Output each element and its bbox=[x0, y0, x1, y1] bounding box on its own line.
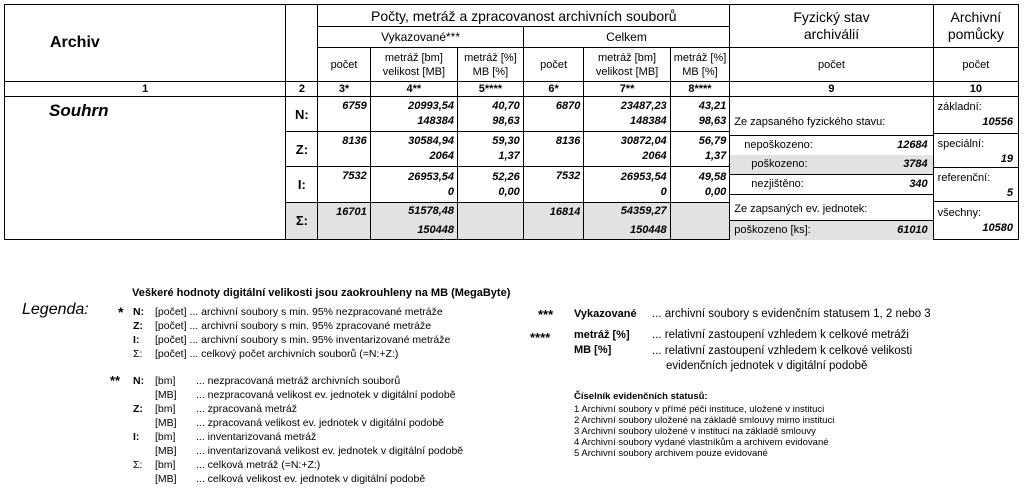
legend-code: N: bbox=[133, 375, 145, 387]
legend-unit: [bm] bbox=[155, 375, 176, 387]
col-number: 1 bbox=[5, 82, 286, 97]
all-label: všechny: bbox=[937, 207, 982, 219]
col-count: počet bbox=[933, 48, 1018, 82]
value-cell: 16701 bbox=[318, 202, 370, 239]
legend-item: ... celková metráž (=N:+Z:) bbox=[196, 459, 321, 471]
value-cell: 20993,54 148384 bbox=[370, 97, 457, 132]
value-cell: 26953,54 0 bbox=[370, 167, 457, 202]
legend-item: ... zpracovaná velikost ev. jednotek v digitální podobě bbox=[196, 417, 444, 429]
col-number: 2 bbox=[286, 82, 318, 97]
col-percent: metráž [%] MB [%] bbox=[458, 48, 524, 82]
legend-unit: [MB] bbox=[155, 445, 177, 457]
status-item: 1 Archivní soubory v přímé péči instituce, uložené v instituci bbox=[574, 404, 825, 415]
physical-state-header: Fyzický stav archiválií bbox=[730, 5, 933, 48]
legend-code: Z: bbox=[133, 403, 143, 415]
status-item: 3 Archivní soubory uložené v instituci na základě smlouvy bbox=[574, 426, 816, 437]
legend-item: ... relativní zastoupení vzhledem k celkové velikosti bbox=[652, 345, 913, 357]
legend-item: [počet] ... archivní soubory s min. 95% nezpracované metráže bbox=[155, 306, 443, 318]
col-number: 5**** bbox=[458, 82, 524, 97]
value-cell: 43,21 98,63 bbox=[670, 97, 730, 132]
status-item: 2 Archivní soubory uložené na základě smlouvy mimo instituci bbox=[574, 415, 835, 426]
col-number: 10 bbox=[933, 82, 1018, 97]
value-cell: 30872,04 2064 bbox=[584, 132, 670, 167]
star-marker: *** bbox=[538, 307, 554, 322]
all-value: 10580 bbox=[982, 222, 1013, 234]
value-cell: 6870 bbox=[523, 97, 584, 132]
legend-unit: [bm] bbox=[155, 431, 176, 443]
finding-aids-header: Archivní pomůcky bbox=[933, 5, 1018, 48]
basic-label: základní: bbox=[937, 101, 982, 113]
legend-unit: [MB] bbox=[155, 417, 177, 429]
value-cell: 16814 bbox=[523, 202, 584, 239]
legend-item: ... nezpracovaná metráž archivních souborů bbox=[196, 375, 401, 387]
legend-item: ... inventarizovaná metráž bbox=[196, 431, 317, 443]
archive-name: Souhrn bbox=[5, 97, 286, 240]
value-cell: 59,30 1,37 bbox=[458, 132, 524, 167]
archiv-header: Archiv bbox=[5, 5, 286, 82]
legend-item: ... zpracovaná metráž bbox=[196, 403, 297, 415]
status-item: 5 Archivní soubory archivem pouze evidované bbox=[574, 448, 768, 459]
physical-state-title: Ze zapsaného fyzického stavu: bbox=[734, 116, 886, 128]
col-number: 8**** bbox=[670, 82, 730, 97]
legend-label: metráž [%] bbox=[574, 329, 630, 341]
col-number: 7** bbox=[584, 82, 670, 97]
value-cell: 30584,94 2064 bbox=[370, 132, 457, 167]
legend-unit: [MB] bbox=[155, 389, 177, 401]
row-code: I: bbox=[286, 167, 318, 202]
reported-header: Vykazované*** bbox=[318, 27, 523, 48]
legend-item: [počet] ... archivní soubory s min. 95% inventarizované metráže bbox=[155, 334, 451, 346]
col-count: počet bbox=[730, 48, 933, 82]
legend-code: Σ: bbox=[133, 459, 143, 471]
legend-item: [počet] ... celkový počet archivních souborů (=N:+Z:) bbox=[155, 348, 399, 360]
col-number: 9 bbox=[730, 82, 933, 97]
legend-code: N: bbox=[133, 306, 145, 318]
archive-summary-table bbox=[4, 4, 1019, 240]
basic-value: 10556 bbox=[982, 116, 1013, 128]
value-cell: 8136 bbox=[523, 132, 584, 167]
col-number: 3* bbox=[318, 82, 370, 97]
value-cell: 49,58 0,00 bbox=[670, 167, 730, 202]
col-meterage: metráž [bm] velikost [MB] bbox=[370, 48, 457, 82]
damaged-units-row: poškozeno [ks]: 61010 bbox=[730, 220, 932, 240]
table-row bbox=[5, 97, 1019, 132]
col-count: počet bbox=[318, 48, 370, 82]
value-cell: 52,26 0,00 bbox=[458, 167, 524, 202]
status-title: Číselník evidenčních statusů: bbox=[574, 391, 708, 402]
legend-item: ... inventarizovaná velikost ev. jednotek v digitální podobě bbox=[196, 445, 464, 457]
value-cell: 40,70 98,63 bbox=[458, 97, 524, 132]
reference-label: referenční: bbox=[937, 172, 991, 184]
col-percent: metráž [%] MB [%] bbox=[670, 48, 730, 82]
star-marker: **** bbox=[530, 330, 551, 345]
status-item: 4 Archivní soubory vydané vlastníkům a archivem evidované bbox=[574, 437, 829, 448]
value-cell: 51578,48 150448 bbox=[370, 202, 457, 239]
undamaged-row: nepoškozeno: 12684 bbox=[730, 135, 932, 156]
star-marker: ** bbox=[110, 373, 121, 388]
value-cell: 6759 bbox=[318, 97, 370, 132]
value-cell: 23487,23 148384 bbox=[584, 97, 670, 132]
value-cell: 8136 bbox=[318, 132, 370, 167]
value-cell: 54359,27 150448 bbox=[584, 202, 670, 239]
physical-state-cell bbox=[730, 97, 933, 240]
legend-item: [počet] ... archivní soubory s min. 95% zpracované metráže bbox=[155, 320, 432, 332]
col-count: počet bbox=[523, 48, 584, 82]
row-code: Σ: bbox=[286, 202, 318, 239]
reference-value: 5 bbox=[1006, 187, 1013, 199]
special-value: 19 bbox=[1000, 153, 1013, 165]
finding-aids-cell bbox=[933, 97, 1018, 240]
legend-item: evidenčních jednotek v digitální podobě bbox=[666, 360, 868, 372]
legend-item: ... celková velikost ev. jednotek v digitální podobě bbox=[196, 473, 426, 485]
legend-note: Veškeré hodnoty digitální velikosti jsou zaokrouhleny na MB (MegaByte) bbox=[132, 287, 511, 299]
legend-unit: [bm] bbox=[155, 459, 176, 471]
total-header: Celkem bbox=[523, 27, 729, 48]
column-number-row bbox=[5, 82, 1019, 97]
undetermined-row: nezjištěno: 340 bbox=[730, 175, 932, 195]
col-number: 6* bbox=[523, 82, 584, 97]
value-cell: 7532 bbox=[318, 167, 370, 202]
row-code: Z: bbox=[286, 132, 318, 167]
legend-unit: [MB] bbox=[155, 473, 177, 485]
legend-code: Σ: bbox=[133, 348, 143, 360]
legend-item: ... nezpracovaná velikost ev. jednotek v digitální podobě bbox=[196, 389, 456, 401]
damaged-row: poškozeno: 3784 bbox=[730, 155, 932, 175]
legend-code: Z: bbox=[133, 320, 143, 332]
legend-label: MB [%] bbox=[574, 344, 612, 356]
row-code: N: bbox=[286, 97, 318, 132]
units-title: Ze zapsaných ev. jednotek: bbox=[734, 203, 868, 215]
legend-item: ... relativní zastoupení vzhledem k celkové metráži bbox=[652, 329, 909, 341]
legend-item: ... archivní soubory s evidenčním statusem 1, 2 nebo 3 bbox=[652, 308, 931, 320]
legend-unit: [bm] bbox=[155, 403, 176, 415]
legend-title: Legenda: bbox=[22, 301, 89, 318]
star-marker: * bbox=[118, 304, 124, 320]
legend-code: I: bbox=[133, 431, 140, 443]
value-cell: 7532 bbox=[523, 167, 584, 202]
counts-group-header: Počty, metráž a zpracovanost archivních souborů bbox=[318, 5, 730, 27]
special-label: speciální: bbox=[937, 138, 985, 150]
legend-label: Vykazované bbox=[574, 308, 637, 320]
value-cell: 56,79 1,37 bbox=[670, 132, 730, 167]
value-cell: 26953,54 0 bbox=[584, 167, 670, 202]
legend-code: I: bbox=[133, 334, 140, 346]
col-number: 4** bbox=[370, 82, 457, 97]
col-meterage: metráž [bm] velikost [MB] bbox=[584, 48, 670, 82]
